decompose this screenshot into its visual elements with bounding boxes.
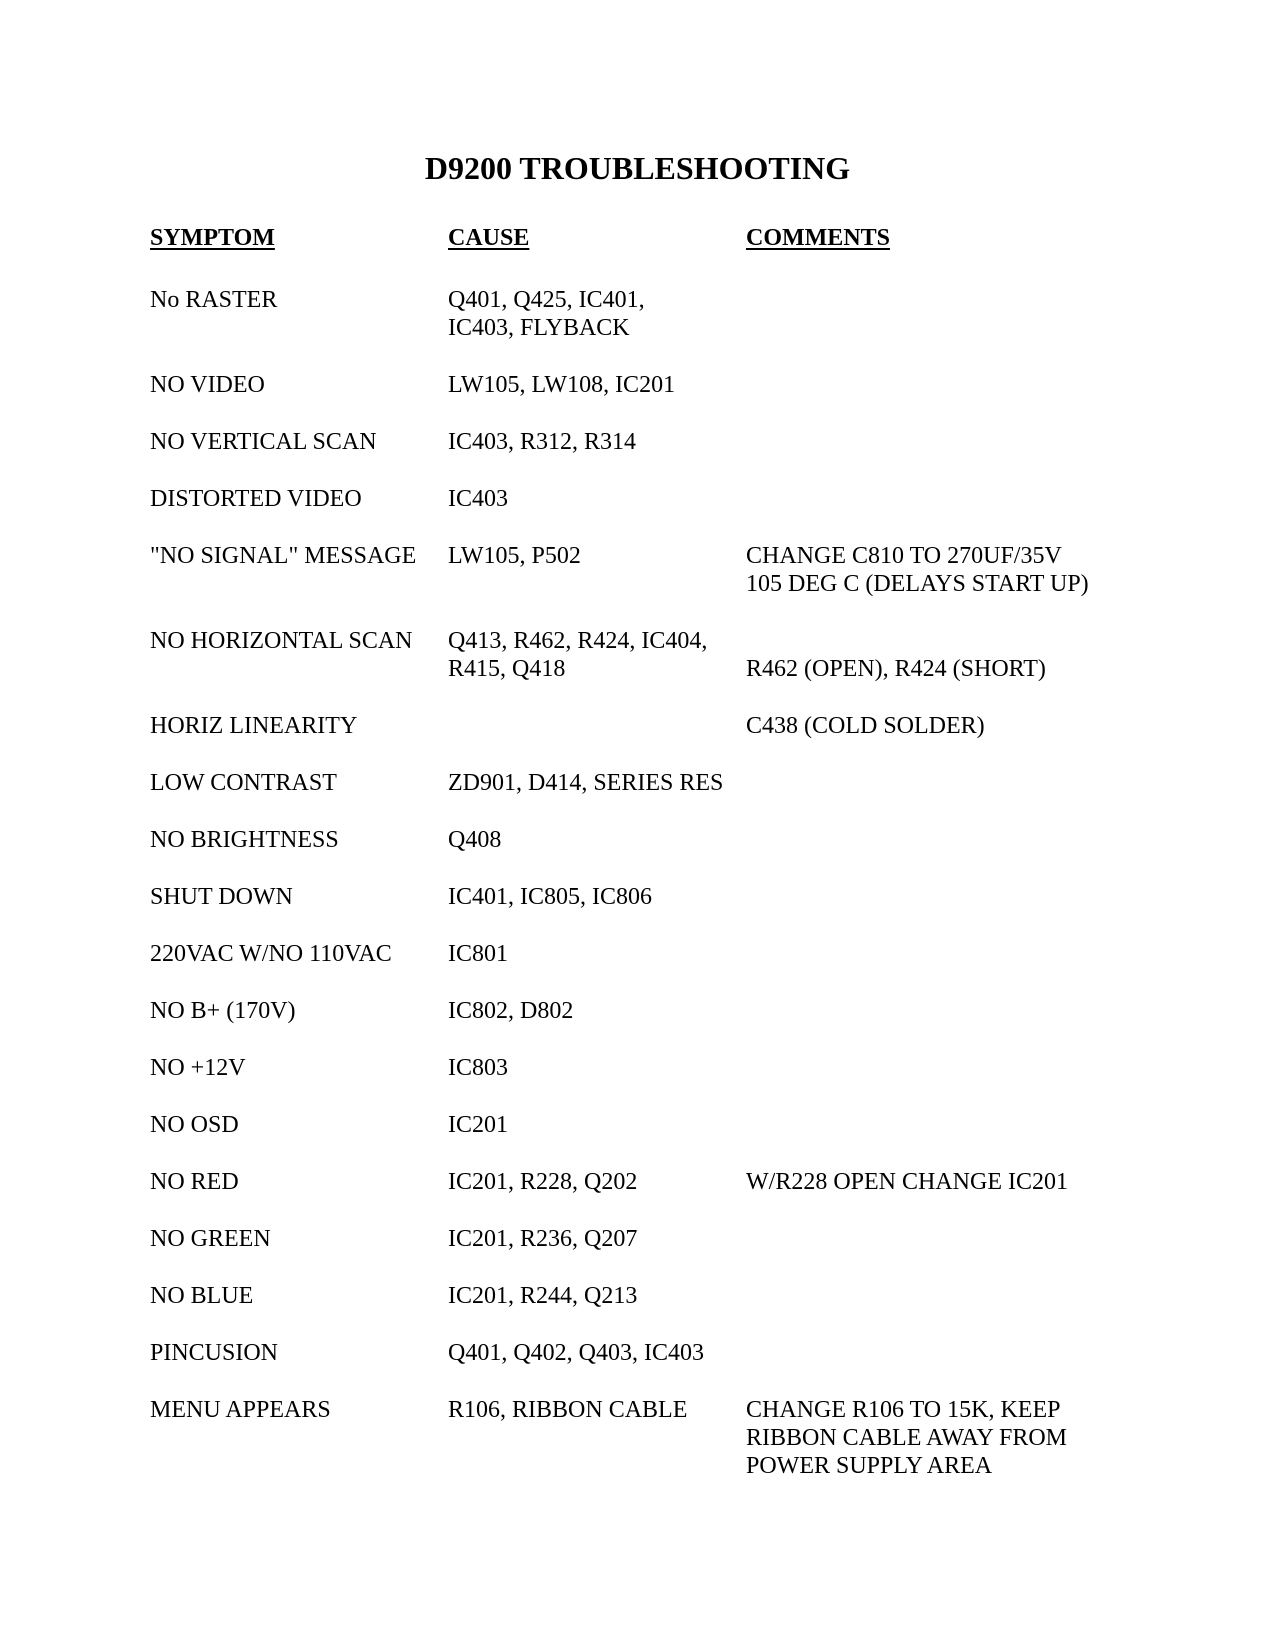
cause-cell [448,485,746,513]
cause-line: IC403 [448,486,508,512]
symptom-cell [150,1282,448,1310]
symptom-cell [150,1225,448,1253]
symptom-text: HORIZ LINEARITY [150,713,358,739]
comments-cell [746,627,1150,683]
comments-cell [746,1054,1150,1082]
comments-cell [746,997,1150,1025]
cause-cell [448,826,746,854]
table-row [150,940,1150,997]
comments-cell [746,428,1150,456]
cause-cell [448,542,746,598]
symptom-text: PINCUSION [150,1340,279,1366]
cause-line: LW105, LW108, IC201 [448,372,676,398]
comments-cell [746,940,1150,968]
comments-cell [746,1111,1150,1139]
cause-line: IC403, FLYBACK [448,315,630,341]
symptom-cell [150,769,448,797]
cause-cell [448,1396,746,1480]
symptom-text: LOW CONTRAST [150,770,337,796]
comments-cell [746,1339,1150,1367]
symptom-cell [150,940,448,968]
comments-cell [746,826,1150,854]
cause-cell [448,1168,746,1196]
symptom-text: "NO SIGNAL" MESSAGE [150,543,417,569]
symptom-text: DISTORTED VIDEO [150,486,362,512]
cause-line: IC403, R312, R314 [448,429,637,455]
table-row [150,883,1150,940]
cause-cell [448,997,746,1025]
symptom-cell [150,1339,448,1367]
cause-cell [448,286,746,342]
comment-line [746,627,1150,655]
comment-line: R462 (OPEN), R424 (SHORT) [746,656,1046,682]
header-cause: CAUSE [448,225,530,251]
table-row [150,1225,1150,1282]
table-row [150,826,1150,883]
cause-line: IC802, D802 [448,998,574,1024]
table-row [150,627,1150,712]
cause-line: Q413, R462, R424, IC404, [448,628,708,654]
cause-cell [448,1339,746,1367]
comments-cell [746,769,1150,797]
comments-cell [746,1396,1150,1480]
symptom-cell [150,1396,448,1480]
table-row [150,1282,1150,1339]
cause-line: ZD901, D414, SERIES RES [448,770,724,796]
cause-cell [448,712,746,740]
symptom-cell [150,826,448,854]
symptom-cell [150,1168,448,1196]
comments-cell [746,1225,1150,1253]
table-row [150,286,1150,371]
table-row [150,769,1150,826]
symptom-cell [150,542,448,598]
table-row [150,1054,1150,1111]
table-row [150,997,1150,1054]
comment-line: CHANGE R106 TO 15K, KEEP [746,1397,1061,1423]
cause-cell [448,769,746,797]
symptom-text: NO B+ (170V) [150,998,296,1024]
symptom-cell [150,286,448,342]
cause-cell [448,627,746,683]
symptom-text: NO BRIGHTNESS [150,827,339,853]
symptom-text: SHUT DOWN [150,884,293,910]
symptom-cell [150,1111,448,1139]
cause-cell [448,428,746,456]
symptom-text: NO VERTICAL SCAN [150,429,377,455]
symptom-text: NO BLUE [150,1283,254,1309]
troubleshooting-table [150,224,1150,1509]
symptom-text: NO VIDEO [150,372,265,398]
symptom-cell [150,627,448,683]
symptom-cell [150,371,448,399]
cause-line: IC201, R236, Q207 [448,1226,638,1252]
symptom-text: No RASTER [150,287,278,313]
symptom-cell [150,485,448,513]
header-symptom: SYMPTOM [150,225,275,251]
table-row [150,428,1150,485]
cause-line: IC401, IC805, IC806 [448,884,652,910]
comments-cell [746,883,1150,911]
symptom-text: MENU APPEARS [150,1397,331,1423]
comments-cell [746,712,1150,740]
cause-line: Q401, Q402, Q403, IC403 [448,1340,704,1366]
table-row [150,1339,1150,1396]
comment-line: CHANGE C810 TO 270UF/35V [746,543,1062,569]
cause-line: IC201, R228, Q202 [448,1169,638,1195]
table-row [150,1396,1150,1509]
symptom-text: NO GREEN [150,1226,271,1252]
cause-cell [448,940,746,968]
comment-line: 105 DEG C (DELAYS START UP) [746,571,1089,597]
comments-cell [746,371,1150,399]
header-comments: COMMENTS [746,225,890,251]
symptom-cell [150,997,448,1025]
table-row [150,371,1150,428]
symptom-cell [150,428,448,456]
table-row [150,1168,1150,1225]
cause-line: IC201, R244, Q213 [448,1283,638,1309]
cause-line: R415, Q418 [448,656,566,682]
cause-line: LW105, P502 [448,543,581,569]
page-title: D9200 TROUBLESHOOTING [424,150,851,186]
cause-cell [448,1111,746,1139]
symptom-cell [150,712,448,740]
cause-cell [448,1282,746,1310]
cause-line: IC201 [448,1112,508,1138]
cause-cell [448,371,746,399]
cause-cell [448,1225,746,1253]
comments-cell [746,542,1150,598]
symptom-cell [150,883,448,911]
symptom-text: 220VAC W/NO 110VAC [150,941,392,967]
symptom-text: NO OSD [150,1112,239,1138]
comment-line: C438 (COLD SOLDER) [746,713,985,739]
table-row [150,712,1150,769]
table-header-row [150,224,1150,286]
cause-line: Q408 [448,827,502,853]
table-row [150,485,1150,542]
comment-line: POWER SUPPLY AREA [746,1453,993,1479]
table-row [150,1111,1150,1168]
cause-cell [448,883,746,911]
cause-line: IC803 [448,1055,508,1081]
comment-line: RIBBON CABLE AWAY FROM [746,1425,1068,1451]
cause-line: R106, RIBBON CABLE [448,1397,688,1423]
comments-cell [746,1282,1150,1310]
cause-line: Q401, Q425, IC401, [448,287,645,313]
cause-cell [448,1054,746,1082]
comments-cell [746,485,1150,513]
comment-line: W/R228 OPEN CHANGE IC201 [746,1169,1068,1195]
table-row [150,542,1150,627]
symptom-text: NO +12V [150,1055,246,1081]
symptom-text: NO RED [150,1169,239,1195]
comments-cell [746,286,1150,342]
symptom-text: NO HORIZONTAL SCAN [150,628,413,654]
cause-line: IC801 [448,941,508,967]
comments-cell [746,1168,1150,1196]
symptom-cell [150,1054,448,1082]
